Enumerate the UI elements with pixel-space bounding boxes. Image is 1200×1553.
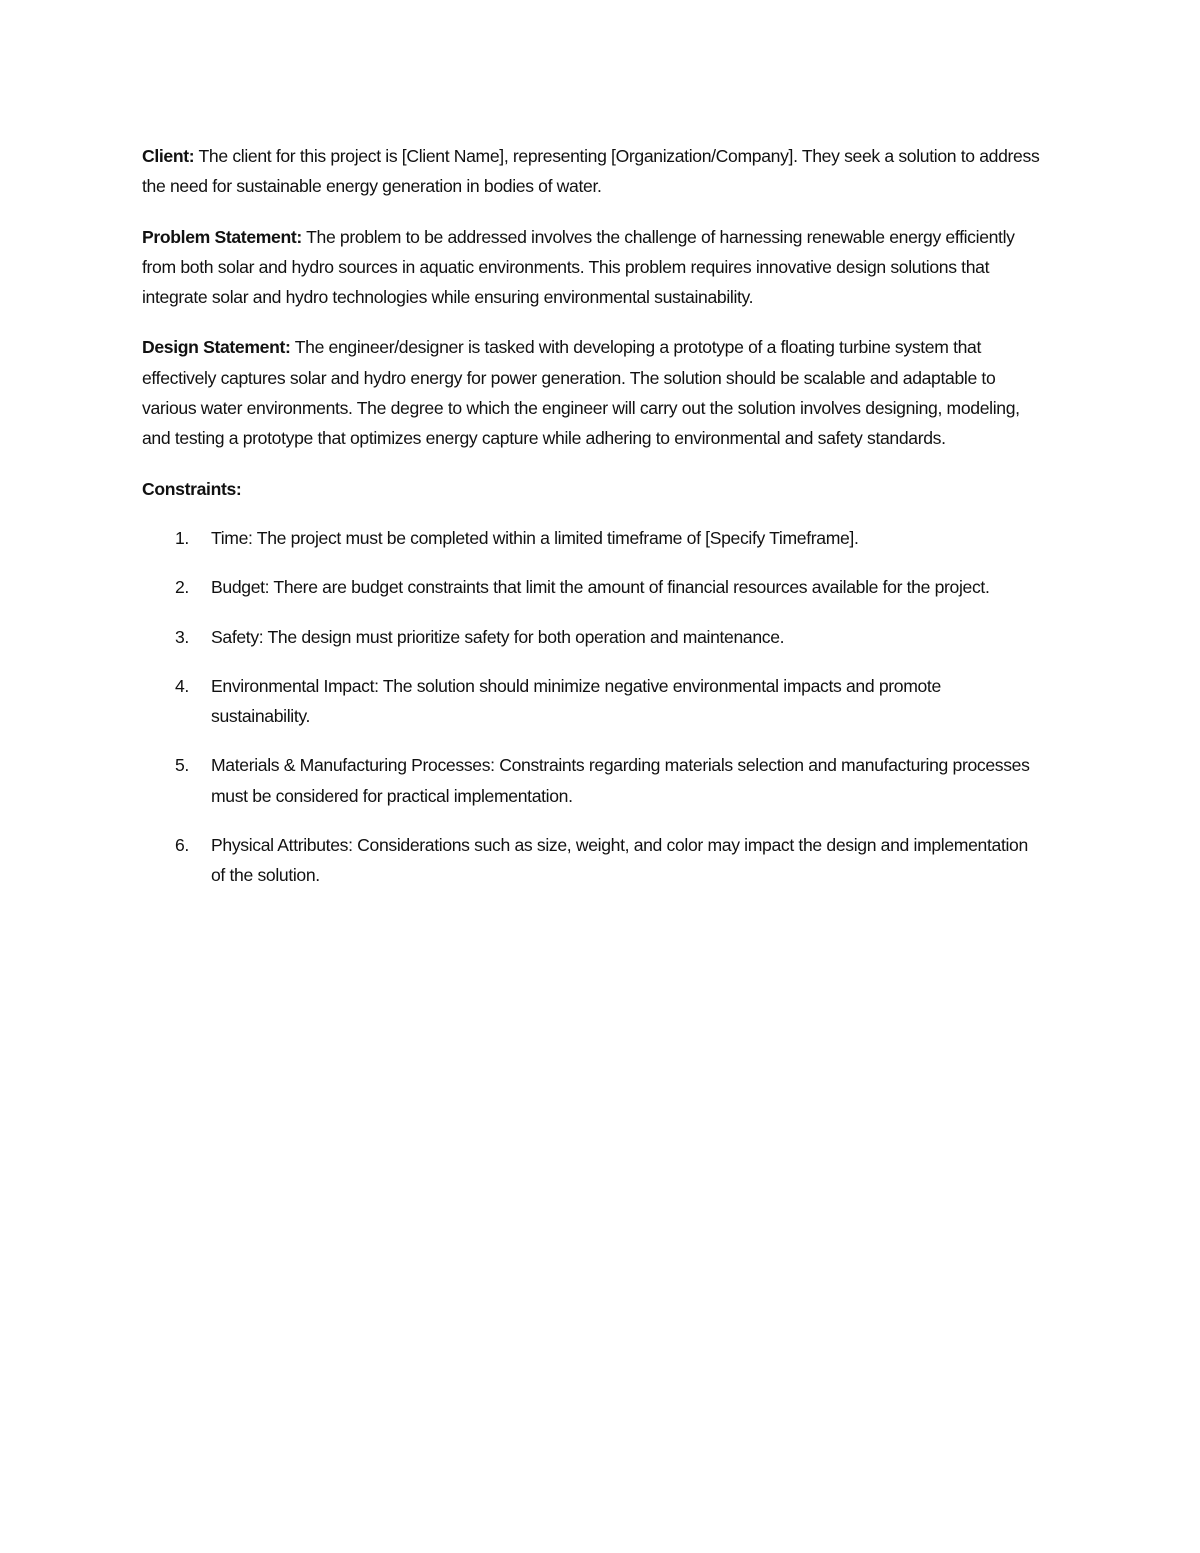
problem-statement-paragraph <box>142 222 1042 313</box>
list-item-text: Materials & Manufacturing Processes: Constraints regarding materials selection and manufacturing processes must be considered for practical implementation. <box>211 755 1030 806</box>
list-item-number: 3. <box>175 626 189 647</box>
list-item <box>141 572 1042 602</box>
list-item-text: Environmental Impact: The solution should minimize negative environmental impacts and promote sustainability. <box>211 675 941 727</box>
list-item <box>141 830 1042 891</box>
client-paragraph <box>142 141 1042 202</box>
list-item-text: Physical Attributes: Considerations such as size, weight, and color may impact the design and implementation of the solution. <box>211 835 1028 886</box>
list-item <box>141 622 1042 652</box>
problem-statement-label: Problem Statement: <box>142 226 302 247</box>
constraints-list <box>142 523 1042 891</box>
list-item-number: 4. <box>175 675 189 696</box>
list-item-number: 2. <box>175 577 189 598</box>
list-item-number: 1. <box>175 527 189 548</box>
list-item-number: 6. <box>175 835 189 856</box>
list-item-text: Time: The project must be completed within a limited timeframe of [Specify Timeframe]. <box>211 527 859 548</box>
design-statement-text: The engineer/designer is tasked with developing a prototype of a floating turbine system that effectively captures solar and hydro energy for power generation. The solution should be scalable and adaptable to various water environments. The degree to which the engineer will carry out the solution involves designing, modeling, and testing a prototype that optimizes energy capture while adhering to environmental and safety standards. <box>142 337 1020 449</box>
list-item <box>141 750 1042 811</box>
list-item <box>141 523 1042 553</box>
client-label: Client: <box>142 146 195 166</box>
list-item-text: Safety: The design must prioritize safety for both operation and maintenance. <box>211 626 785 647</box>
constraints-heading: Constraints: <box>142 478 242 499</box>
design-statement-label: Design Statement: <box>142 337 291 358</box>
client-text: The client for this project is [Client Name], representing [Organization/Company]. They seek a solution to address the need for sustainable energy generation in bodies of water. <box>142 146 1040 197</box>
design-statement-paragraph <box>142 332 1042 453</box>
list-item-number: 5. <box>175 755 189 776</box>
list-item-text: Budget: There are budget constraints that limit the amount of financial resources available for the project. <box>211 577 990 598</box>
list-item <box>141 671 1042 732</box>
problem-statement-text: The problem to be addressed involves the challenge of harnessing renewable energy efficiently from both solar and hydro sources in aquatic environments. This problem requires innovative design solutions that integrate solar and hydro technologies while ensuring environmental sustainability. <box>142 226 1015 308</box>
document-body <box>142 141 1042 910</box>
